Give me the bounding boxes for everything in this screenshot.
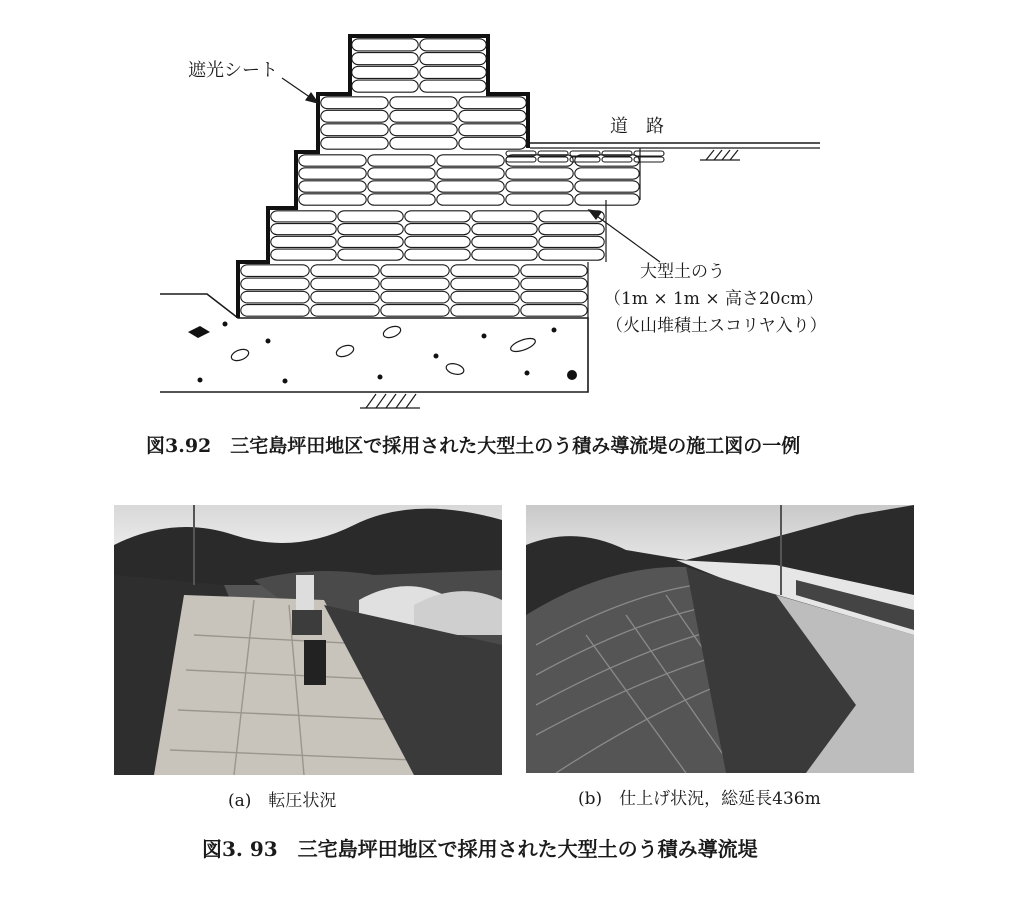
sandbag [459,124,526,136]
sandbag [437,168,504,179]
sandbag [575,194,639,205]
sandbag [352,80,418,92]
sandbag [271,249,336,260]
road-base-bag [538,157,568,162]
sandbag [368,194,435,205]
photo-compaction [114,505,502,775]
sandbag [521,278,587,290]
sandbag [390,110,457,122]
sandbag [241,305,309,317]
sandbag [271,236,336,247]
sandbag [472,249,537,260]
sandbag-size-label: （1m × 1m × 高さ20cm） [604,289,824,309]
sandbag [321,137,388,149]
sandbag [472,236,537,247]
sandbag [405,211,470,222]
sandbag [539,249,604,260]
ground-outline [160,294,588,392]
ground-symbol-road [700,150,740,160]
sandbag [299,181,366,192]
sandbag [459,110,526,122]
sandbag [352,53,418,65]
sandbag [459,137,526,149]
sandbag [420,66,486,78]
sandbag [338,224,403,235]
sandbag [381,305,449,317]
sandbag [381,278,449,290]
sandbag [311,265,379,277]
sandbag [352,39,418,51]
sandbag [271,224,336,235]
sandbag [575,181,639,192]
sandbag [506,168,573,179]
sandbag [311,278,379,290]
sandbag [321,110,388,122]
photo-finished [526,505,914,773]
sandbag [575,168,639,179]
sandbag [451,291,519,303]
sandbag [368,168,435,179]
road-label: 道 路 [610,116,664,137]
sandbag [451,278,519,290]
sandbag [420,53,486,65]
sandbag [405,249,470,260]
sandbag [321,97,388,109]
sandbag [311,291,379,303]
shading-sheet-label: 遮光シート [188,60,278,81]
ground-symbol-base [360,394,420,408]
sandbag [437,194,504,205]
road-base-bag [506,157,536,162]
sandbag [390,124,457,136]
sandbag-fill-label: （火山堆積土スコリヤ入り） [606,316,827,336]
sandbag [381,265,449,277]
sandbag [381,291,449,303]
sandbag [338,249,403,260]
sandbag [521,265,587,277]
sandbag [271,211,336,222]
sandbag [390,137,457,149]
sandbag [506,194,573,205]
sandbag [472,211,537,222]
road-base-bag [634,151,664,156]
construction-diagram [0,0,1024,430]
sandbag [521,305,587,317]
figure-393-caption: 図3. 93 三宅島坪田地区で採用された大型土のう積み導流堤 [202,837,758,861]
sandbag [451,265,519,277]
sandbag [472,224,537,235]
ground-gravel [188,322,577,384]
sandbag [321,124,388,136]
road-base-bag [602,157,632,162]
sandbag [420,39,486,51]
sandbag [390,97,457,109]
photo-a-caption: (a) 転圧状況 [228,791,337,811]
large-sandbag-label: 大型土のう [640,262,725,282]
sandbag [311,305,379,317]
photo-b-caption: (b) 仕上げ状況，総延長436m [578,789,821,809]
sandbag [405,224,470,235]
sandbag [241,278,309,290]
sandbag [420,80,486,92]
sandbag [368,181,435,192]
sandbag [539,224,604,235]
sandbag [368,155,435,166]
sandbag [437,181,504,192]
sandbag [451,305,519,317]
sandbag [241,265,309,277]
sandbag [299,194,366,205]
sandbag [459,97,526,109]
sandbag [338,211,403,222]
sandbag [437,155,504,166]
sandbag [299,155,366,166]
sandbag [539,236,604,247]
sandbag [299,168,366,179]
sandbag-layers [241,39,664,316]
sandbag [405,236,470,247]
sandbag [506,181,573,192]
figure-392-caption: 図3.92 三宅島坪田地区で採用された大型土のう積み導流堤の施工図の一例 [146,435,801,457]
sandbag [352,66,418,78]
sandbag [521,291,587,303]
sandbag [241,291,309,303]
sandbag [338,236,403,247]
